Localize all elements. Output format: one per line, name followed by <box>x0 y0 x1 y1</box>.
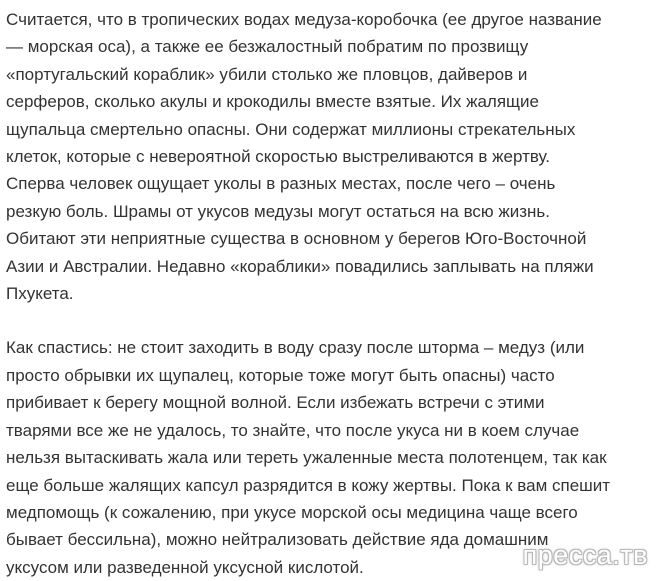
text-line: «португальский кораблик» убили столько же пловцов, дайверов и <box>6 64 528 84</box>
text-line: нельзя вытаскивать жала или тереть ужаленные места полотенцем, так как <box>6 448 607 468</box>
watermark-logo: пресса.тв <box>522 540 648 570</box>
text-line: Обитают эти неприятные существа в основном у берегов Юго-Восточной <box>6 229 587 249</box>
text-line: клеток, которые с невероятной скоростью выстреливаются в жертву. <box>6 147 551 167</box>
text-line: серферов, сколько акулы и крокодилы вместе взятые. Их жалящие <box>6 92 539 112</box>
text-line: бывает бессильна), можно нейтрализовать действие яда домашним <box>6 530 549 550</box>
text-line: прибивает к берегу мощной волной. Если избежать встречи с этими <box>6 393 545 413</box>
text-line: — морская оса), а также ее безжалостный побратим по прозвищу <box>6 37 529 57</box>
text-line: уксусом или разведенной уксусной кислотой. <box>6 557 364 577</box>
text-line: тварями все же не удалось, то знайте, что после укуса ни в коем случае <box>6 420 580 440</box>
paragraph-jellyfish-danger <box>6 6 642 307</box>
text-line: просто обрывки их щупалец, которые тоже могут быть опасны) часто <box>6 365 555 385</box>
text-line: еще больше жалящих капсул разрядится в кожу жертвы. Пока к вам спешит <box>6 475 611 495</box>
text-line: Считается, что в тропических водах медуза-коробочка (ее другое название <box>6 10 602 29</box>
text-line: Как спастись: не стоит заходить в воду сразу после шторма – медуз (или <box>6 338 585 358</box>
text-line: Сперва человек ощущает уколы в разных местах, после чего – очень <box>6 174 556 194</box>
text-line: Пхукета. <box>6 284 74 304</box>
text-line: Азии и Австралии. Недавно «кораблики» повадились заплывать на пляжи <box>6 256 594 276</box>
text-line: резкую боль. Шрамы от укусов медузы могут остаться на всю жизнь. <box>6 201 551 221</box>
article-body <box>6 6 642 581</box>
text-line: медпомощь (к сожалению, при укусе морской осы медицина чаще всего <box>6 502 578 522</box>
text-line: щупальца смертельно опасны. Они содержат миллионы стрекательных <box>6 119 576 139</box>
